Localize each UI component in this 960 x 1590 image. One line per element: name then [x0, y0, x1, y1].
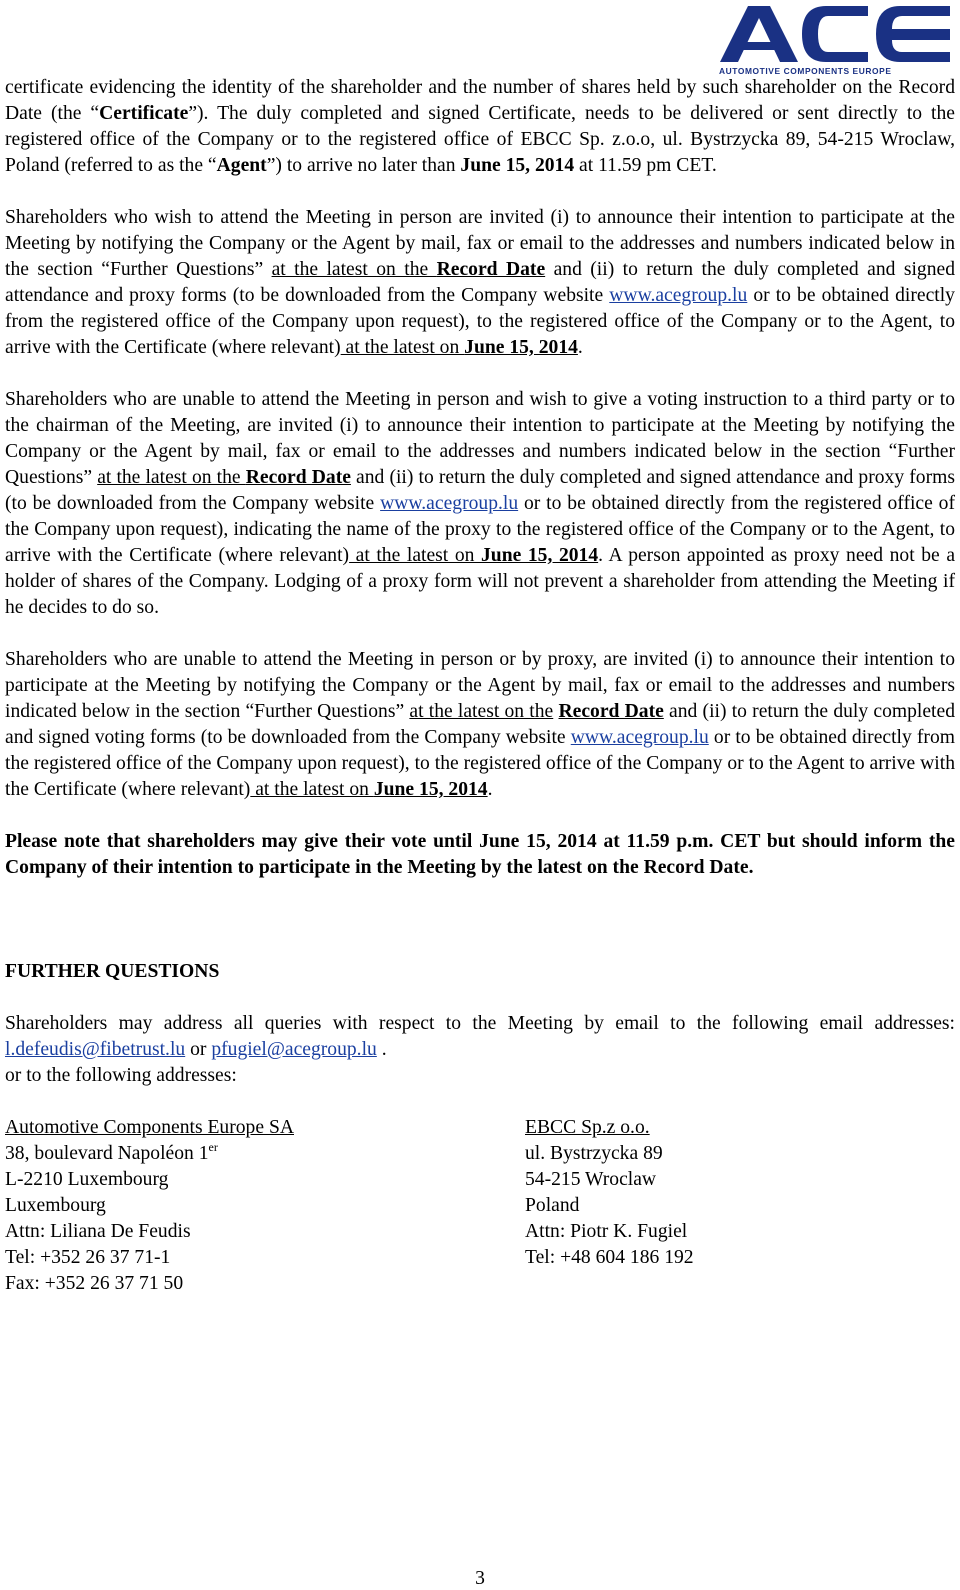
website-link[interactable]: www.acegroup.lu [570, 727, 709, 748]
document-body [5, 75, 955, 1297]
paragraph-attend-in-person: Shareholders who wish to attend the Meeting in person are invited (i) to announce their intention to participate at the Meeting by notifying the Company or the Agent by mail, fax or email to the addresses and numbers indicated below in the section “Further Questions” at the latest on the Record Date and (ii) to return the duly completed and signed attendance and proxy forms (to be downloaded from the Company website www.acegroup.lu or to be obtained directly from the registered office of the Company upon request), to the registered office of the Company or to the Agent, to arrive with the Certificate (where relevant) at the latest on June 15, 2014. [5, 207, 955, 358]
attention-line: Attn: Piotr K. Fugiel [525, 1221, 688, 1242]
paragraph-voting-instruction: Shareholders who are unable to attend the Meeting in person and wish to give a voting instruction to a third party or to the chairman of the Meeting, are invited (i) to announce their intention to participate at the Meeting by notifying the Company or the Agent by mail, fax or email to the addresses and numbers indicated below in the section “Further Questions” at the latest on the Record Date and (ii) to return the duly completed and signed attendance and proxy forms (to be downloaded from the Company website www.acegroup.lu or to be obtained directly from the registered office of the Company upon request), indicating the name of the proxy to the registered office of the Company or to the Agent, to arrive with the Certificate (where relevant) at the latest on June 15, 2014. A person appointed as proxy need not be a holder of shares of the Company. Lodging of a proxy form will not prevent a shareholder from attending the Meeting if he decides to do so. [5, 389, 956, 618]
logo-tagline: AUTOMOTIVE COMPONENTS EUROPE [719, 66, 892, 76]
address-line: ul. Bystrzycka 89 [525, 1143, 663, 1164]
fax-line: Fax: +352 26 37 71 50 [5, 1273, 184, 1294]
address-line: Poland [525, 1195, 580, 1216]
address-block [5, 1115, 955, 1297]
address-poland [525, 1115, 694, 1271]
company-name: EBCC Sp.z o.o. [525, 1117, 650, 1138]
attention-line: Attn: Liliana De Feudis [5, 1221, 191, 1242]
email-link-defeudis[interactable]: l.defeudis@fibetrust.lu [5, 1039, 186, 1060]
paragraph-addresses-intro: or to the following addresses: [5, 1065, 237, 1086]
page-number: 3 [475, 1568, 485, 1589]
address-line: 54-215 Wroclaw [525, 1169, 657, 1190]
paragraph-note: Please note that shareholders may give their vote until June 15, 2014 at 11.59 p.m. CET but should inform the Company of their intention to participate in the Meeting by the latest on the Record Date. [5, 831, 955, 878]
address-line: L-2210 Luxembourg [5, 1169, 169, 1190]
section-heading-further-questions: FURTHER QUESTIONS [5, 961, 220, 982]
website-link[interactable]: www.acegroup.lu [380, 493, 519, 514]
telephone-line: Tel: +352 26 37 71-1 [5, 1247, 171, 1268]
paragraph-vote-by-form: Shareholders who are unable to attend the Meeting in person or by proxy, are invited (i) to announce their intention to participate at the Meeting by notifying the Company or the Agent by mail, fax or email to the addresses and numbers indicated below in the section “Further Questions” at the latest on the Record Date and (ii) to return the duly completed and signed voting forms (to be downloaded from the Company website www.acegroup.lu or to be obtained directly from the registered office of the Company upon request), to the registered office of the Company or to the Agent to arrive with the Certificate (where relevant) at the latest on June 15, 2014. [5, 649, 955, 800]
website-link[interactable]: www.acegroup.lu [609, 285, 748, 306]
ace-logo [718, 2, 954, 76]
paragraph-certificate: certificate evidencing the identity of the shareholder and the number of shares held by such shareholder on the Record Date (the “Certificate”). The duly completed and signed Certificate, needs to be delivered or sent directly to the registered office of the Company or to the registered office of EBCC Sp. z.o.o, ul. Bystrzycka 89, 54-215 Wroclaw, Poland (referred to as the “Agent”) to arrive no later than June 15, 2014 at 11.59 pm CET. [5, 77, 955, 176]
address-line: Luxembourg [5, 1195, 106, 1216]
address-line: 38, boulevard Napoléon 1er [5, 1140, 218, 1164]
telephone-line: Tel: +48 604 186 192 [525, 1247, 694, 1268]
email-link-fugiel[interactable]: pfugiel@acegroup.lu [211, 1039, 377, 1060]
ace-logo-graphic [718, 2, 954, 76]
paragraph-email-contacts: Shareholders may address all queries with respect to the Meeting by email to the following email addresses: l.defeudis@fibetrust.lu or pfugiel@acegroup.lu . [5, 1013, 955, 1060]
company-name: Automotive Components Europe SA [5, 1117, 294, 1138]
address-luxembourg [5, 1115, 294, 1297]
